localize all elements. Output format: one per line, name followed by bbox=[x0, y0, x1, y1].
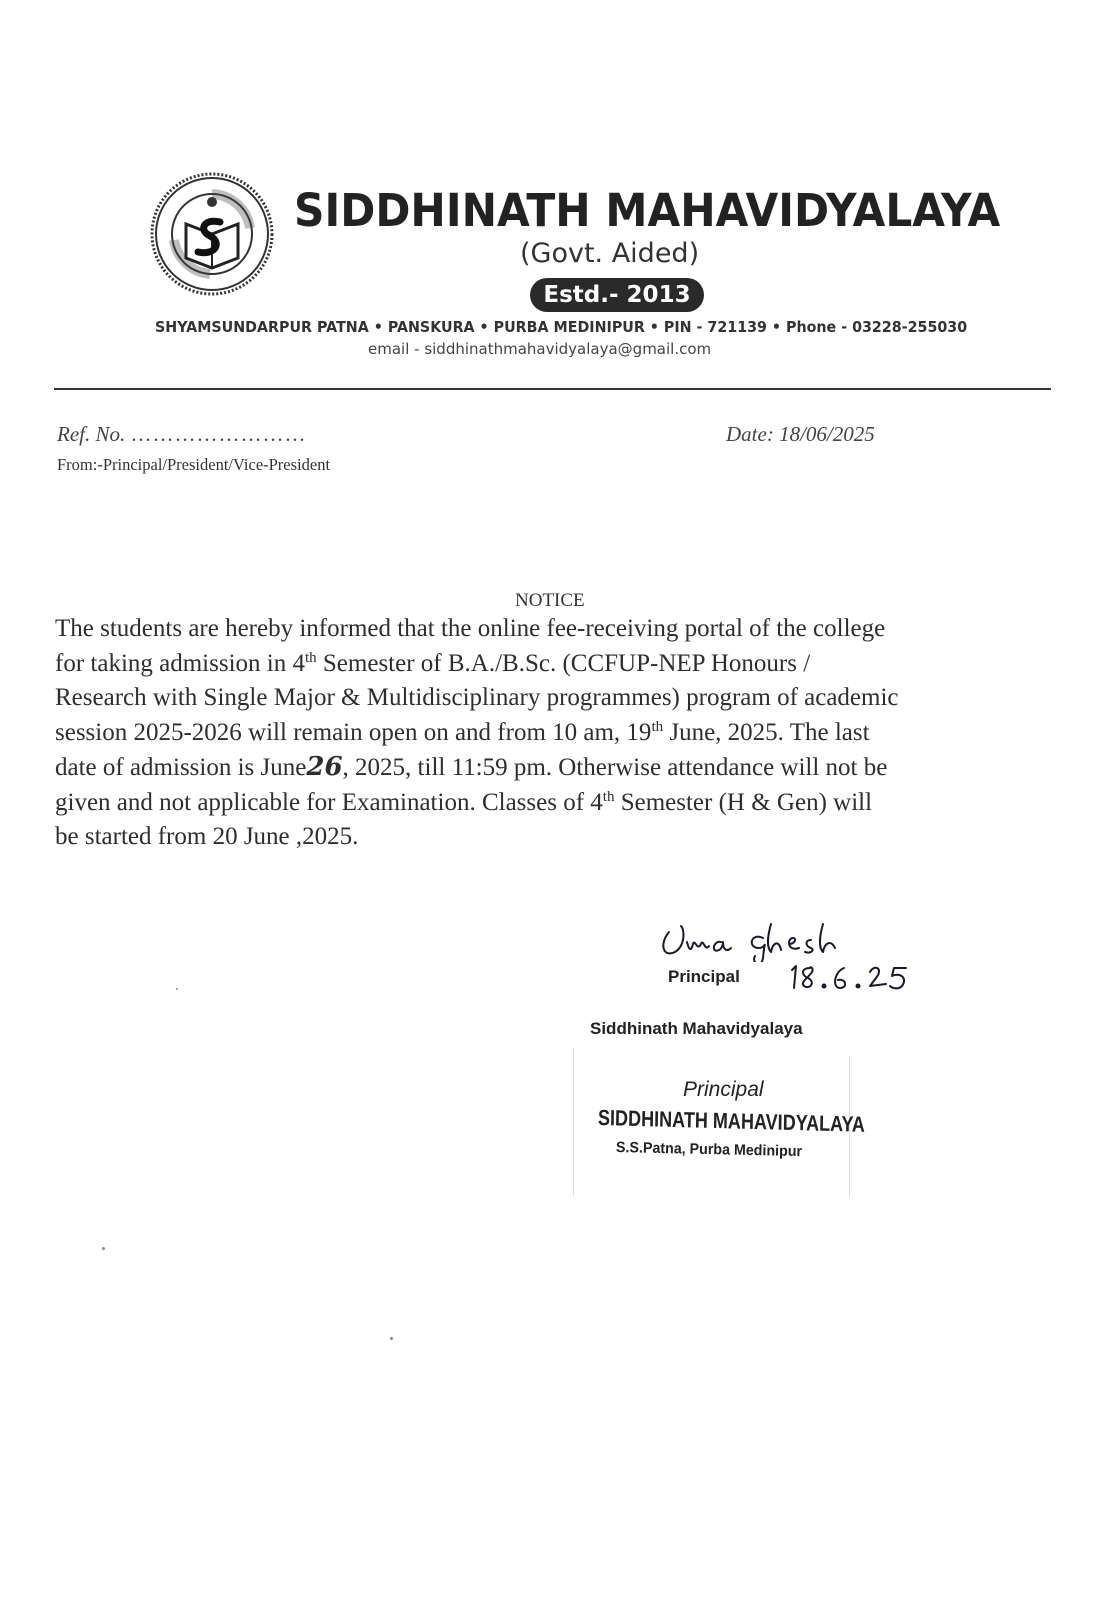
signature-date bbox=[786, 960, 911, 994]
notice-line: The students are hereby informed that the online fee-receiving portal of the college bbox=[55, 615, 886, 642]
stamp-place: S.S.Patna, Purba Medinipur bbox=[615, 1139, 803, 1161]
govt-aided-label: (Govt. Aided) bbox=[520, 238, 700, 269]
college-email: email - siddhinathmahavidyalaya@gmail.com bbox=[368, 340, 712, 358]
scan-speck bbox=[176, 988, 178, 990]
ref-dots: …………………… bbox=[130, 422, 307, 446]
notice-date: Date: 18/06/2025 bbox=[726, 422, 875, 446]
stamp-title: Principal bbox=[683, 1078, 764, 1101]
signatory-college: Siddhinath Mahavidyalaya bbox=[590, 1019, 803, 1038]
notice-line: session 2025-2026 will remain open on and from 10 am, 19th June, 2025. The last bbox=[55, 718, 870, 746]
college-name: SIDDHINATH MAHAVIDYALAYA bbox=[294, 184, 1001, 237]
notice-line: date of admission is June26, 2025, till 11:59 pm. Otherwise attendance will not be bbox=[55, 752, 888, 782]
stamp-border bbox=[573, 1048, 574, 1196]
notice-title: NOTICE bbox=[515, 590, 585, 611]
notice-line: given and not applicable for Examination. Classes of 4th Semester (H & Gen) will bbox=[55, 788, 873, 816]
scan-speck bbox=[102, 1247, 105, 1250]
notice-body bbox=[55, 612, 1055, 855]
letterhead-divider bbox=[54, 388, 1051, 390]
principal-signature bbox=[655, 918, 865, 962]
notice-line: be started from 20 June ,2025. bbox=[55, 823, 359, 850]
scan-speck bbox=[390, 1337, 393, 1340]
notice-line: Research with Single Major & Multidisciplinary programmes) program of academic bbox=[55, 684, 899, 711]
ref-number bbox=[57, 422, 307, 447]
established-badge: Estd.- 2013 bbox=[530, 278, 704, 312]
ref-label: Ref. No. bbox=[57, 422, 126, 446]
handwritten-correction: 26 bbox=[306, 752, 343, 782]
from-line: From:-Principal/President/Vice-President bbox=[57, 455, 331, 474]
notice-line: for taking admission in 4th Semester of B.A./B.Sc. (CCFUP-NEP Honours / bbox=[55, 649, 811, 677]
college-address: SHYAMSUNDARPUR PATNA • PANSKURA • PURBA MEDINIPUR • PIN - 721139 • Phone - 03228-255030 bbox=[155, 318, 968, 336]
college-seal-icon bbox=[150, 172, 274, 296]
signatory-role: Principal bbox=[668, 967, 740, 986]
stamp-college-name: SIDDHINATH MAHAVIDYALAYA bbox=[597, 1105, 866, 1137]
